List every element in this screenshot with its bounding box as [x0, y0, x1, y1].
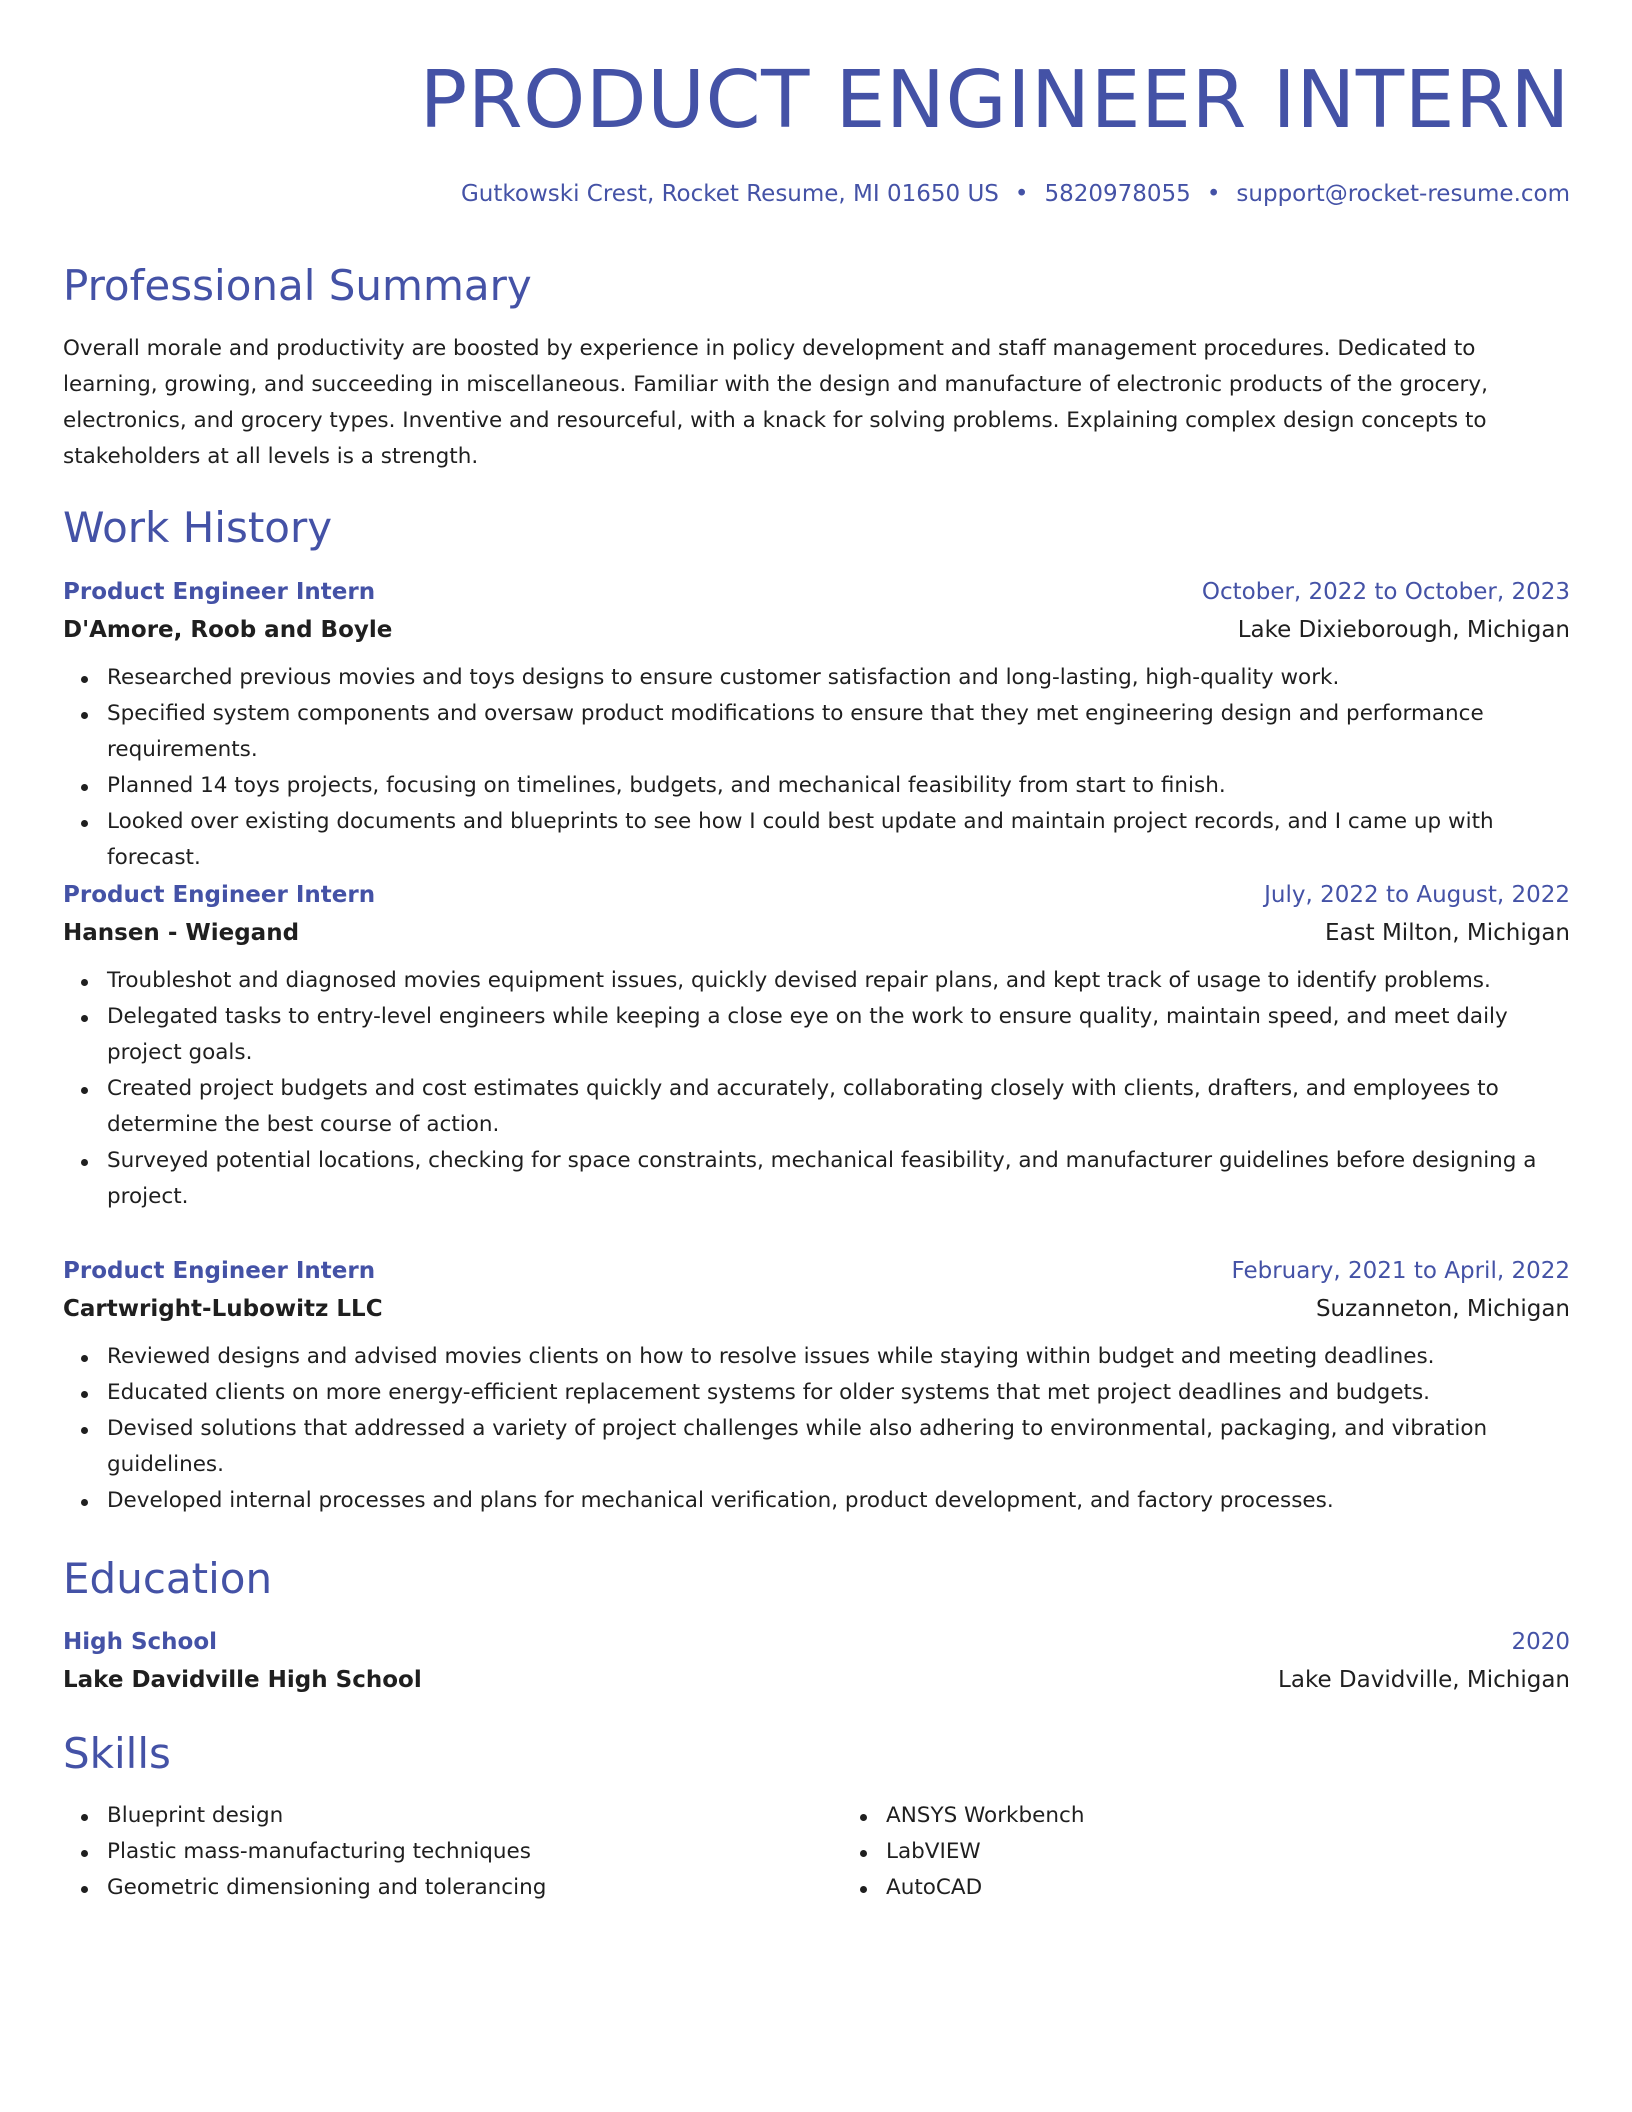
- list-item: Geometric dimensioning and tolerancing: [107, 1870, 842, 1906]
- job-entry: [63, 576, 1570, 876]
- contact-separator: •: [1014, 181, 1029, 207]
- job-bullets: [63, 660, 1570, 876]
- job-entry: [63, 1255, 1570, 1519]
- summary-text: Overall morale and productivity are boosted by experience in policy development and staff management procedures. Dedicated to learning, growing, and succeeding in miscellaneous. Familiar with the design and manufacture of electronic products of the grocery, electronics, and grocery types. Inventive and resourceful, with a knack for solving problems. Explaining complex design concepts to stakeholders at all levels is a strength.: [63, 336, 1488, 469]
- list-item: Plastic mass-manufacturing techniques: [107, 1834, 842, 1870]
- job-entry: [63, 879, 1570, 1215]
- contact-separator: •: [1206, 181, 1221, 207]
- list-item: Reviewed designs and advised movies clients on how to resolve issues while staying within budget and meeting deadlines.: [107, 1339, 1570, 1375]
- summary-body: [63, 331, 1570, 475]
- job-dates: July, 2022 to August, 2022: [1264, 882, 1570, 908]
- skills-column-left: [63, 1798, 842, 1906]
- job-dates: October, 2022 to October, 2023: [1201, 579, 1570, 605]
- contact-phone: 5820978055: [1044, 181, 1191, 207]
- list-item: Specified system components and oversaw product modifications to ensure that they met engineering design and performance requirements.: [107, 696, 1570, 768]
- job-bullets: [63, 963, 1570, 1215]
- education-heading: Education: [63, 1554, 273, 1603]
- summary-heading: Professional Summary: [63, 261, 532, 310]
- education-school: Lake Davidville High School: [63, 1667, 422, 1693]
- job-title: Product Engineer Intern: [63, 1258, 376, 1284]
- job-title: Product Engineer Intern: [63, 882, 376, 908]
- list-item: Devised solutions that addressed a variety of project challenges while also adhering to environmental, packaging, and vibration guidelines.: [107, 1411, 1570, 1483]
- list-item: Blueprint design: [107, 1798, 842, 1834]
- education-entry: [63, 1626, 1570, 1696]
- list-item: Created project budgets and cost estimates quickly and accurately, collaborating closely with clients, drafters, and employees to determine the best course of action.: [107, 1071, 1570, 1143]
- job-company: Cartwright-Lubowitz LLC: [63, 1296, 383, 1322]
- list-item: Researched previous movies and toys designs to ensure customer satisfaction and long-lasting, high-quality work.: [107, 660, 1570, 696]
- job-company: D'Amore, Roob and Boyle: [63, 617, 393, 643]
- job-location: Lake Dixieborough, Michigan: [1237, 617, 1570, 643]
- job-location: East Milton, Michigan: [1325, 920, 1570, 946]
- job-location: Suzanneton, Michigan: [1315, 1296, 1570, 1322]
- job-dates: February, 2021 to April, 2022: [1231, 1258, 1570, 1284]
- work-history-heading: Work History: [63, 503, 333, 552]
- contact-address: Gutkowski Crest, Rocket Resume, MI 01650 US: [460, 181, 999, 207]
- job-company: Hansen - Wiegand: [63, 920, 300, 946]
- list-item: ANSYS Workbench: [886, 1798, 1621, 1834]
- resume-title: PRODUCT ENGINEER INTERN: [419, 54, 1570, 146]
- summary-section: [63, 260, 1570, 312]
- skills-heading: Skills: [63, 1729, 171, 1778]
- list-item: Delegated tasks to entry-level engineers while keeping a close eye on the work to ensure quality, maintain speed, and meet daily project goals.: [107, 999, 1570, 1071]
- list-item: Developed internal processes and plans for mechanical verification, product development, and factory processes.: [107, 1483, 1570, 1519]
- list-item: LabVIEW: [886, 1834, 1621, 1870]
- list-item: Looked over existing documents and blueprints to see how I could best update and maintain project records, and I came up with forecast.: [107, 804, 1570, 876]
- education-location: Lake Davidville, Michigan: [1278, 1667, 1570, 1693]
- education-section: [63, 1553, 1570, 1605]
- education-year: 2020: [1511, 1629, 1570, 1655]
- education-degree: High School: [63, 1629, 218, 1655]
- skills-column-right: [842, 1798, 1621, 1906]
- job-title: Product Engineer Intern: [63, 579, 376, 605]
- list-item: AutoCAD: [886, 1870, 1621, 1906]
- contact-email: support@rocket-resume.com: [1236, 181, 1570, 207]
- list-item: Planned 14 toys projects, focusing on timelines, budgets, and mechanical feasibility from start to finish.: [107, 768, 1570, 804]
- list-item: Troubleshot and diagnosed movies equipment issues, quickly devised repair plans, and kept track of usage to identify problems.: [107, 963, 1570, 999]
- list-item: Educated clients on more energy-efficient replacement systems for older systems that met project deadlines and budgets.: [107, 1375, 1570, 1411]
- skills-section: [63, 1728, 1570, 1780]
- job-bullets: [63, 1339, 1570, 1519]
- list-item: Surveyed potential locations, checking for space constraints, mechanical feasibility, and manufacturer guidelines before designing a project.: [107, 1143, 1570, 1215]
- skills-list: [63, 1798, 1570, 1906]
- work-history-section: [63, 502, 1570, 554]
- contact-line: [461, 178, 1570, 210]
